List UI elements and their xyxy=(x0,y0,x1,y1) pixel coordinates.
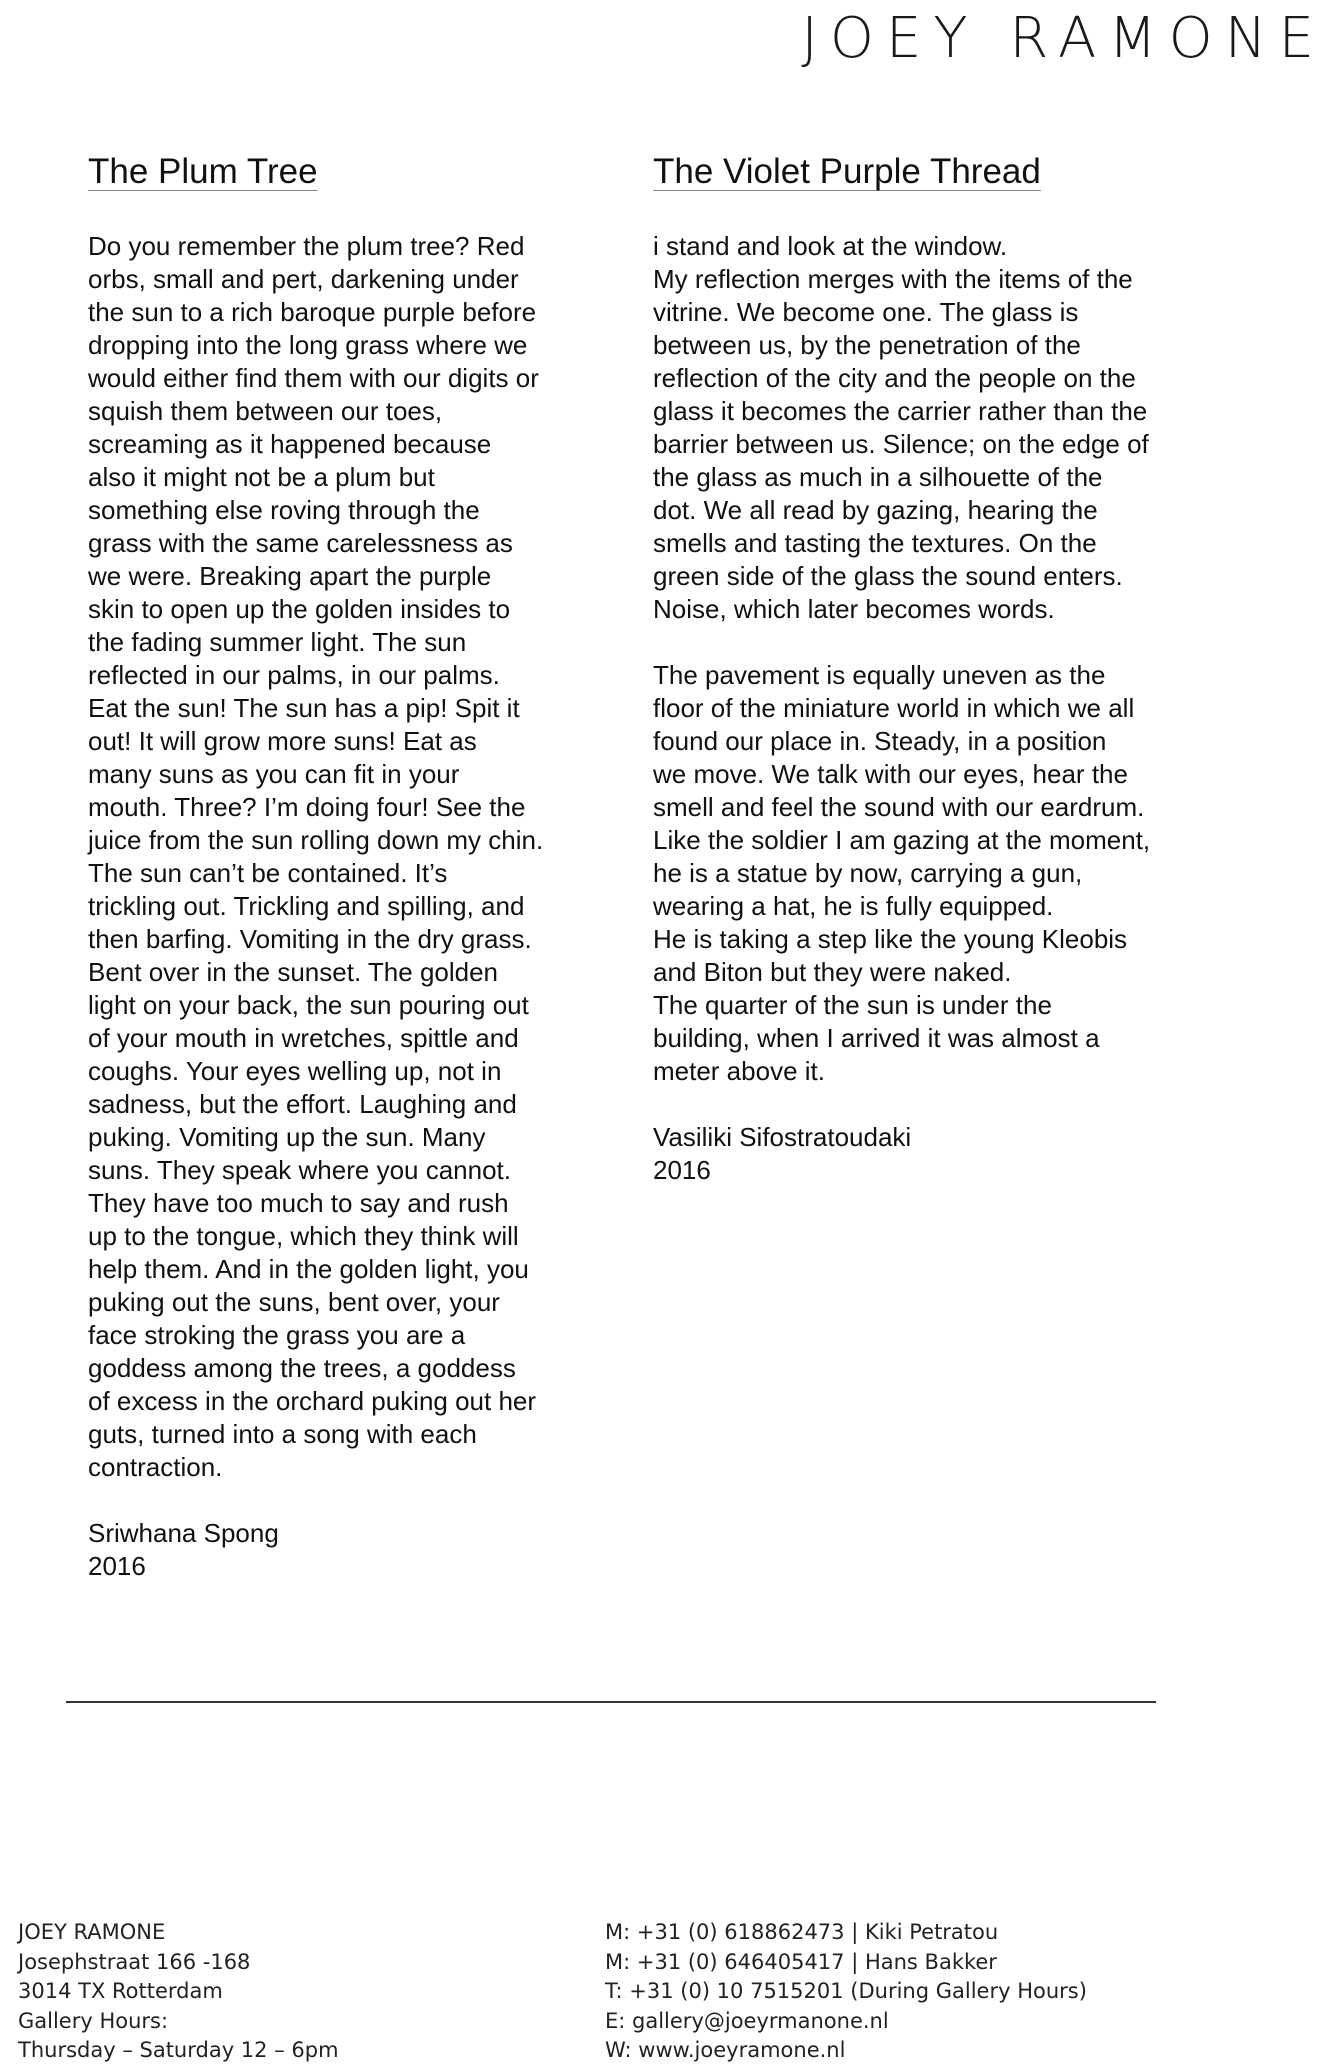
footer-mobile-1: M: +31 (0) 618862473 | Kiki Petratou xyxy=(605,1920,999,1944)
gallery-logo: JOEY RAMONE xyxy=(801,6,1326,71)
poem-paragraph: i stand and look at the window. My reflection merges with the items of the vitrine. We become one. The glass is between us, by the penetration of the reflection of the city and the people on the glass it becomes the carrier rather than the barrier between us. Silence; on the edge of the glass as much in a silhouette of the dot. We all read by gazing, hearing the smells and tasting the textures. On the green side of the glass the sound enters. Noise, which later becomes words. xyxy=(653,231,1149,624)
footer-divider xyxy=(66,1701,1156,1703)
poem-year: 2016 xyxy=(88,1551,146,1581)
footer-email[interactable]: E: gallery@joeyrmanone.nl xyxy=(605,2008,889,2033)
footer-telephone: T: +31 (0) 10 7515201 (During Gallery Hours) xyxy=(605,1979,1087,2003)
footer-website[interactable]: W: www.joeyramone.nl xyxy=(605,2038,846,2062)
footer-contact xyxy=(605,1918,1087,2066)
poem-year: 2016 xyxy=(653,1155,711,1185)
footer-gallery-name: JOEY RAMONE xyxy=(18,1920,166,1944)
footer-hours: Thursday – Saturday 12 – 6pm xyxy=(18,2038,339,2062)
paragraph-spacer xyxy=(653,1088,1183,1121)
footer-city: 3014 TX Rotterdam xyxy=(18,1979,223,2003)
footer-hours-label: Gallery Hours: xyxy=(18,2008,169,2033)
footer-street: Josephstraat 166 -168 xyxy=(18,1949,251,1974)
paragraph-spacer xyxy=(653,626,1183,659)
footer-address xyxy=(18,1918,339,2066)
poem-title: The Plum Tree xyxy=(88,152,318,191)
poem-violet-purple-thread xyxy=(653,148,1183,1187)
poem-title: The Violet Purple Thread xyxy=(653,152,1041,191)
poem-author: Sriwhana Spong xyxy=(88,1518,279,1548)
poem-paragraph: The pavement is equally uneven as the floor of the miniature world in which we all found our place in. Steady, in a position we move. We talk with our eyes, hear the smell and feel the sound with our eardrum. Like the soldier I am gazing at the moment, he is a statue by now, carrying a gun, wearing a hat, he is fully equipped. He is taking a step like the young Kleobis and Biton but they were naked. The quarter of the sun is under the building, when I arrived it was almost a meter above it. xyxy=(653,660,1151,1086)
poem-body: Do you remember the plum tree? Red orbs, small and pert, darkening under the sun to a rich baroque purple before dropping into the long grass where we would either find them with our digits or squish them between our toes, screaming as it happened because also it might not be a plum but something else roving through the grass with the same carelessness as we were. Breaking apart the purple skin to open up the golden insides to the fading summer light. The sun reflected in our palms, in our palms. Eat the sun! The sun has a pip! Spit it out! It will grow more suns! Eat as many suns as you can fit in your mouth. Three? I’m doing four! See the juice from the sun rolling down my chin. The sun can’t be contained. It’s trickling out. Trickling and spilling, and then barfing. Vomiting in the dry grass. Bent over in the sunset. The golden light on your back, the sun pouring out of your mouth in wretches, spittle and coughs. Your eyes welling up, not in sadness, but the effort. Laughing and puking. Vomiting up the sun. Many suns. They speak where you cannot. They have too much to say and rush up to the tongue, which they think will help them. And in the golden light, you puking out the suns, bent over, your face stroking the grass you are a goddess among the trees, a goddess of excess in the orchard puking out her guts, turned into a song with each contraction. xyxy=(88,231,544,1482)
paragraph-spacer xyxy=(88,1484,618,1517)
footer-mobile-2: M: +31 (0) 646405417 | Hans Bakker xyxy=(605,1949,997,1974)
poem-author: Vasiliki Sifostratoudaki xyxy=(653,1122,912,1152)
poem-plum-tree xyxy=(88,148,618,1583)
